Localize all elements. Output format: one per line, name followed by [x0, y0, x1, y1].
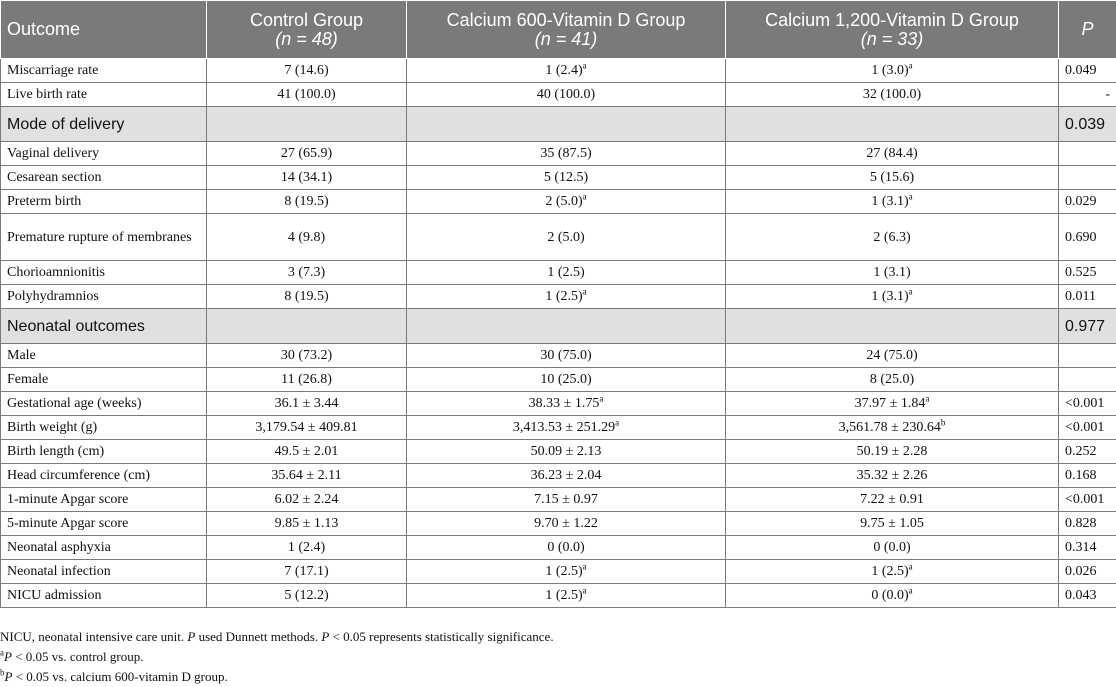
p-value: 0.043: [1059, 584, 1116, 608]
header-p-value: P: [1059, 1, 1116, 59]
table-row: [1, 368, 1116, 392]
row-label: Male: [1, 344, 207, 368]
control-value: 3 (7.3): [207, 261, 407, 285]
section-empty-cell: [407, 107, 726, 142]
row-label: Neonatal asphyxia: [1, 536, 207, 560]
header-outcome: Outcome: [1, 1, 207, 59]
footnote-a: $^a$P < 0.05 vs. control group.: [0, 647, 144, 664]
row-label: Live birth rate: [1, 83, 207, 107]
header-control-group: Control Group (n = 48): [207, 1, 407, 59]
footnote-general: NICU, neonatal intensive care unit. P used Dunnett methods. P < 0.05 represents statistically significance.: [0, 629, 554, 644]
section-label: Neonatal outcomes: [1, 309, 207, 344]
control-value: 8 (19.5): [207, 190, 407, 214]
header-row: [1, 1, 1116, 59]
control-value: 3,179.54 ± 409.81: [207, 416, 407, 440]
calcium-600-value: 50.09 ± 2.13: [407, 440, 726, 464]
table-row: [1, 285, 1116, 309]
calcium-600-value: 1 $(2.5)^a$: [407, 560, 726, 584]
table-row: [1, 83, 1116, 107]
control-value: 11 (26.8): [207, 368, 407, 392]
calcium-600-value: 2 (5.0): [407, 214, 726, 261]
p-value: 0.039: [1059, 107, 1116, 142]
table-row: [1, 560, 1116, 584]
p-value: 0.977: [1059, 309, 1116, 344]
table-row: [1, 261, 1116, 285]
calcium-1200-value: 2 (6.3): [726, 214, 1059, 261]
table-row: [1, 536, 1116, 560]
calcium-1200-value: 1 $(2.5)^a$: [726, 560, 1059, 584]
row-label: 5-minute Apgar score: [1, 512, 207, 536]
table-body: [1, 59, 1116, 608]
row-label: Gestational age (weeks): [1, 392, 207, 416]
calcium-600-value: 3,413.53 ± 251.29$^a$: [407, 416, 726, 440]
control-value: 41 (100.0): [207, 83, 407, 107]
calcium-600-value: 38.33 ± 1.75$^a$: [407, 392, 726, 416]
row-label: NICU admission: [1, 584, 207, 608]
footnote-b: $^b$P < 0.05 vs. calcium 600-vitamin D group.: [0, 667, 228, 684]
p-value: 0.011: [1059, 285, 1116, 309]
p-value: 0.168: [1059, 464, 1116, 488]
table-row: [1, 392, 1116, 416]
p-value: 0.690: [1059, 214, 1116, 261]
calcium-600-value: 2 $(5.0)^a$: [407, 190, 726, 214]
control-value: 9.85 ± 1.13: [207, 512, 407, 536]
section-label: Mode of delivery: [1, 107, 207, 142]
table-row: [1, 512, 1116, 536]
row-label: Neonatal infection: [1, 560, 207, 584]
control-value: 1 (2.4): [207, 536, 407, 560]
row-label: Head circumference (cm): [1, 464, 207, 488]
row-label: Birth length (cm): [1, 440, 207, 464]
table-row: [1, 190, 1116, 214]
row-label: Polyhydramnios: [1, 285, 207, 309]
calcium-1200-value: 7.22 ± 0.91: [726, 488, 1059, 512]
p-value: [1059, 368, 1116, 392]
table-row: [1, 488, 1116, 512]
calcium-1200-value: 32 (100.0): [726, 83, 1059, 107]
p-value: <0.001: [1059, 488, 1116, 512]
p-value: 0.029: [1059, 190, 1116, 214]
calcium-1200-value: 0 (0.0): [726, 536, 1059, 560]
section-empty-cell: [407, 309, 726, 344]
section-empty-cell: [726, 107, 1059, 142]
table-row: [1, 440, 1116, 464]
calcium-600-value: 0 (0.0): [407, 536, 726, 560]
table-row: [1, 464, 1116, 488]
p-value: -: [1059, 83, 1116, 107]
p-value: <0.001: [1059, 416, 1116, 440]
calcium-1200-value: 50.19 ± 2.28: [726, 440, 1059, 464]
p-value: 0.314: [1059, 536, 1116, 560]
p-value: 0.525: [1059, 261, 1116, 285]
calcium-1200-value: 5 (15.6): [726, 166, 1059, 190]
table-row: [1, 59, 1116, 83]
row-label: Chorioamnionitis: [1, 261, 207, 285]
control-value: 36.1 ± 3.44: [207, 392, 407, 416]
control-value: 8 (19.5): [207, 285, 407, 309]
section-empty-cell: [207, 107, 407, 142]
calcium-1200-value: 37.97 ± 1.84$^a$: [726, 392, 1059, 416]
header-calcium-1200-group: Calcium 1,200-Vitamin D Group (n = 33): [726, 1, 1059, 59]
calcium-1200-value: 1 $(3.1)^a$: [726, 285, 1059, 309]
calcium-1200-value: 3,561.78 ± 230.64$^b$: [726, 416, 1059, 440]
calcium-600-value: 1 $(2.4)^a$: [407, 59, 726, 83]
p-value: [1059, 344, 1116, 368]
calcium-1200-value: 0 $(0.0)^a$: [726, 584, 1059, 608]
calcium-600-value: 1 $(2.5)^a$: [407, 584, 726, 608]
control-value: 4 (9.8): [207, 214, 407, 261]
table-row: [1, 142, 1116, 166]
calcium-1200-value: 9.75 ± 1.05: [726, 512, 1059, 536]
calcium-600-value: 1 (2.5): [407, 261, 726, 285]
calcium-600-value: 9.70 ± 1.22: [407, 512, 726, 536]
row-label: 1-minute Apgar score: [1, 488, 207, 512]
row-label: Premature rupture of membranes: [1, 214, 207, 261]
calcium-600-value: 1 $(2.5)^a$: [407, 285, 726, 309]
table-footnotes: [0, 627, 1116, 687]
control-value: 6.02 ± 2.24: [207, 488, 407, 512]
control-value: 30 (73.2): [207, 344, 407, 368]
p-value: [1059, 166, 1116, 190]
row-label: Birth weight (g): [1, 416, 207, 440]
section-empty-cell: [207, 309, 407, 344]
control-value: 7 (14.6): [207, 59, 407, 83]
control-value: 27 (65.9): [207, 142, 407, 166]
p-value: 0.828: [1059, 512, 1116, 536]
control-value: 7 (17.1): [207, 560, 407, 584]
row-label: Vaginal delivery: [1, 142, 207, 166]
calcium-1200-value: 8 (25.0): [726, 368, 1059, 392]
p-value: 0.252: [1059, 440, 1116, 464]
table-row: [1, 214, 1116, 261]
calcium-1200-value: 35.32 ± 2.26: [726, 464, 1059, 488]
calcium-1200-value: 1 (3.1): [726, 261, 1059, 285]
calcium-600-value: 35 (87.5): [407, 142, 726, 166]
row-label: Miscarriage rate: [1, 59, 207, 83]
p-value: 0.049: [1059, 59, 1116, 83]
calcium-600-value: 7.15 ± 0.97: [407, 488, 726, 512]
section-row: [1, 309, 1116, 344]
calcium-600-value: 30 (75.0): [407, 344, 726, 368]
table-row: [1, 344, 1116, 368]
row-label: Preterm birth: [1, 190, 207, 214]
p-value: <0.001: [1059, 392, 1116, 416]
calcium-1200-value: 1 $(3.0)^a$: [726, 59, 1059, 83]
table-row: [1, 166, 1116, 190]
row-label: Female: [1, 368, 207, 392]
section-empty-cell: [726, 309, 1059, 344]
calcium-600-value: 40 (100.0): [407, 83, 726, 107]
calcium-1200-value: 1 $(3.1)^a$: [726, 190, 1059, 214]
header-calcium-600-group: Calcium 600-Vitamin D Group (n = 41): [407, 1, 726, 59]
control-value: 35.64 ± 2.11: [207, 464, 407, 488]
table-row: [1, 416, 1116, 440]
control-value: 49.5 ± 2.01: [207, 440, 407, 464]
row-label: Cesarean section: [1, 166, 207, 190]
table-row: [1, 584, 1116, 608]
control-value: 5 (12.2): [207, 584, 407, 608]
calcium-600-value: 10 (25.0): [407, 368, 726, 392]
calcium-1200-value: 24 (75.0): [726, 344, 1059, 368]
calcium-600-value: 36.23 ± 2.04: [407, 464, 726, 488]
control-value: 14 (34.1): [207, 166, 407, 190]
section-row: [1, 107, 1116, 142]
calcium-600-value: 5 (12.5): [407, 166, 726, 190]
p-value: [1059, 142, 1116, 166]
p-value: 0.026: [1059, 560, 1116, 584]
calcium-1200-value: 27 (84.4): [726, 142, 1059, 166]
